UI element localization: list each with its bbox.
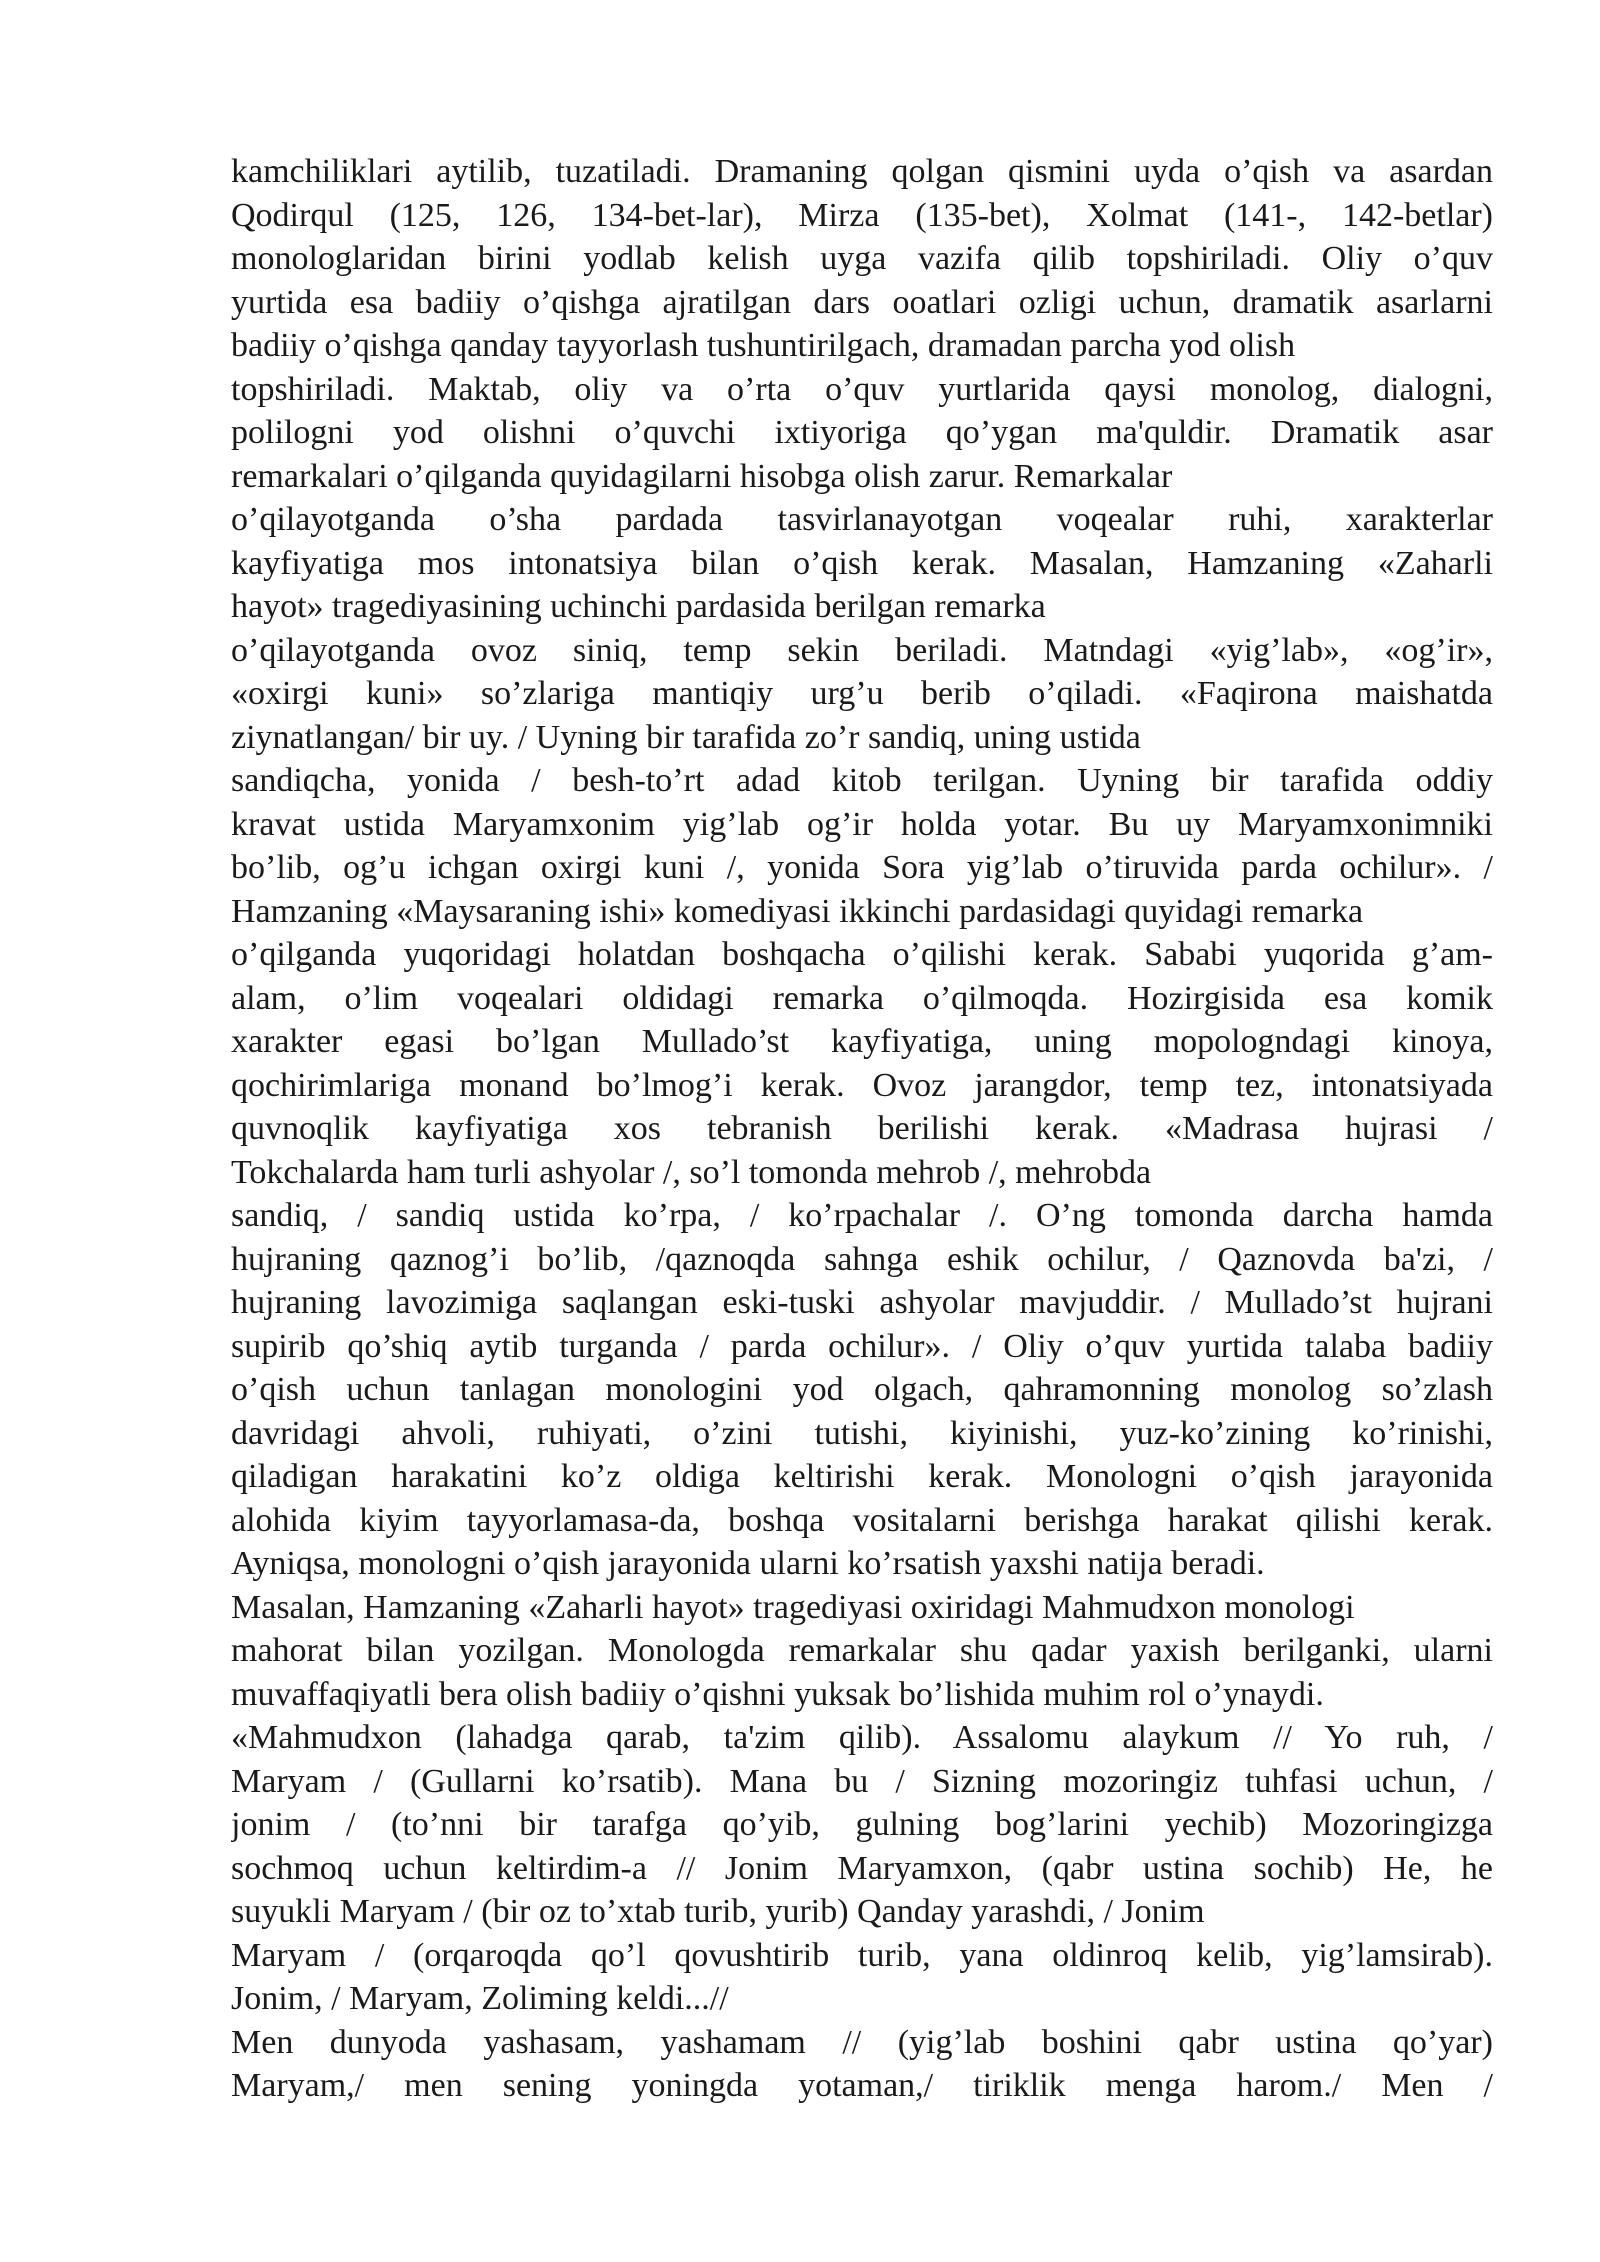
text-line: badiiy o’qishga qanday tayyorlash tushuntirilgach, dramadan parcha yod olish xyxy=(231,327,1296,364)
text-line: polilogni yod olishni o’quvchi ixtiyoriga qo’ygan ma'quldir. Dramatik asar xyxy=(231,414,1493,451)
text-line: sandiq, / sandiq ustida ko’rpa, / ko’rpachalar /. O’ng tomonda darcha hamda xyxy=(231,1197,1493,1234)
text-line: Jonim, / Maryam, Zoliming keldi...// xyxy=(231,1980,729,2017)
text-line: sochmoq uchun keltirdim-a // Jonim Maryamxon, (qabr ustina sochib) He, he xyxy=(231,1849,1493,1887)
text-line: Ayniqsa, monologni o’qish jarayonida ularni ko’rsatish yaxshi natija beradi. xyxy=(231,1545,1265,1582)
text-line: yurtida esa badiiy o’qishga ajratilgan dars ooatlari ozligi uchun, dramatik asarlarni xyxy=(231,283,1493,321)
text-line: topshiriladi. Maktab, oliy va o’rta o’quv yurtlarida qaysi monolog, dialogni, xyxy=(231,370,1493,408)
document-page xyxy=(231,150,1493,2108)
text-line: sandiqcha, yonida / besh-to’rt adad kitob terilgan. Uyning bir tarafida oddiy xyxy=(231,762,1493,799)
text-line: monologlaridan birini yodlab kelish uyga vazifa qilib topshiriladi. Oliy o’quv xyxy=(231,240,1493,277)
text-line: ziynatlangan/ bir uy. / Uyning bir tarafida zo’r sandiq, uning ustida xyxy=(231,718,1141,756)
text-line: Qodirqul (125, 126, 134-bet-lar), Mirza (135-bet), Xolmat (141-, 142-betlar) xyxy=(231,196,1493,234)
text-line: remarkalari o’qilganda quyidagilarni hisobga olish zarur. Remarkalar xyxy=(231,457,1173,495)
text-line: o’qilayotganda ovoz siniq, temp sekin beriladi. Matndagi «yig’lab», «og’ir», xyxy=(231,631,1493,669)
text-line: qochirimlariga monand bo’lmog’i kerak. Ovoz jarangdor, temp tez, intonatsiyada xyxy=(231,1066,1493,1104)
text-line: Masalan, Hamzaning «Zaharli hayot» tragediyasi oxiridagi Mahmudxon monologi xyxy=(231,1588,1355,1626)
text-line: bo’lib, og’u ichgan oxirgi kuni /, yonida Sora yig’lab o’tiruvida parda ochilur». / xyxy=(231,849,1493,886)
text-line: quvnoqlik kayfiyatiga xos tebranish berilishi kerak. «Madrasa hujrasi / xyxy=(231,1110,1493,1147)
text-line: jonim / (to’nni bir tarafga qo’yib, gulning bog’larini yechib) Mozoringizga xyxy=(231,1806,1493,1843)
text-line: kamchiliklari aytilib, tuzatiladi. Dramaning qolgan qismini uyda o’qish va asardan xyxy=(231,153,1493,190)
text-line: «Mahmudxon (lahadga qarab, ta'zim qilib). Assalomu alaykum // Yo ruh, / xyxy=(231,1719,1493,1756)
text-line: Men dunyoda yashasam, yashamam // (yig’lab boshini qabr ustina qo’yar) xyxy=(231,2023,1493,2061)
text-line: mahorat bilan yozilgan. Monologda remarkalar shu qadar yaxish berilganki, ularni xyxy=(231,1632,1493,1669)
text-line: Hamzaning «Maysaraning ishi» komediyasi ikkinchi pardasidagi quyidagi remarka xyxy=(231,892,1364,930)
text-line: kayfiyatiga mos intonatsiya bilan o’qish kerak. Masalan, Hamzaning «Zaharli xyxy=(231,544,1493,582)
text-line: Tokchalarda ham turli ashyolar /, so’l tomonda mehrob /, mehrobda xyxy=(231,1153,1152,1191)
text-line: hujraning lavozimiga saqlangan eski-tuski ashyolar mavjuddir. / Mullado’st hujrani xyxy=(231,1284,1493,1321)
text-line: xarakter egasi bo’lgan Mullado’st kayfiyatiga, uning mopologndagi kinoya, xyxy=(231,1023,1493,1060)
text-line: supirib qo’shiq aytib turganda / parda ochilur». / Oliy o’quv yurtida talaba badiiy xyxy=(231,1327,1493,1365)
text-line: Maryam,/ men sening yoningda yotaman,/ tiriklik menga harom./ Men / xyxy=(231,2067,1493,2104)
text-line: Maryam / (orqaroqda qo’l qovushtirib turib, yana oldinroq kelib, yig’lamsirab). xyxy=(231,1936,1493,1974)
text-line: alam, o’lim voqealari oldidagi remarka o’qilmoqda. Hozirgisida esa komik xyxy=(231,979,1493,1017)
text-line: Maryam / (Gullarni ko’rsatib). Mana bu / Sizning mozoringiz tuhfasi uchun, / xyxy=(231,1762,1493,1800)
text-line: suyukli Maryam / (bir oz to’xtab turib, yurib) Qanday yarashdi, / Jonim xyxy=(231,1893,1205,1930)
text-line: o’qilganda yuqoridagi holatdan boshqacha o’qilishi kerak. Sababi yuqorida g’am- xyxy=(231,936,1493,973)
text-line: o’qish uchun tanlagan monologini yod olgach, qahramonning monolog so’zlash xyxy=(231,1371,1493,1408)
text-line: o’qilayotganda o’sha pardada tasvirlanayotgan voqealar ruhi, xarakterlar xyxy=(231,501,1493,538)
text-line: kravat ustida Maryamxonim yig’lab og’ir holda yotar. Bu uy Maryamxonimniki xyxy=(231,805,1493,843)
text-line: «oxirgi kuni» so’zlariga mantiqiy urg’u berib o’qiladi. «Faqirona maishatda xyxy=(231,675,1493,712)
text-line: qiladigan harakatini ko’z oldiga keltirishi kerak. Monologni o’qish jarayonida xyxy=(231,1458,1493,1495)
text-line: hujraning qaznog’i bo’lib, /qaznoqda sahnga eshik ochilur, / Qaznovda ba'zi, / xyxy=(231,1240,1493,1278)
text-line: muvaffaqiyatli bera olish badiiy o’qishni yuksak bo’lishida muhim rol o’ynaydi. xyxy=(231,1675,1324,1713)
text-line: hayot» tragediyasining uchinchi pardasida berilgan remarka xyxy=(231,588,1046,625)
text-line: davridagi ahvoli, ruhiyati, o’zini tutishi, kiyinishi, yuz-ko’zining ko’rinishi, xyxy=(231,1414,1493,1452)
text-line: alohida kiyim tayyorlamasa-da, boshqa vositalarni berishga harakat qilishi kerak. xyxy=(231,1501,1493,1539)
